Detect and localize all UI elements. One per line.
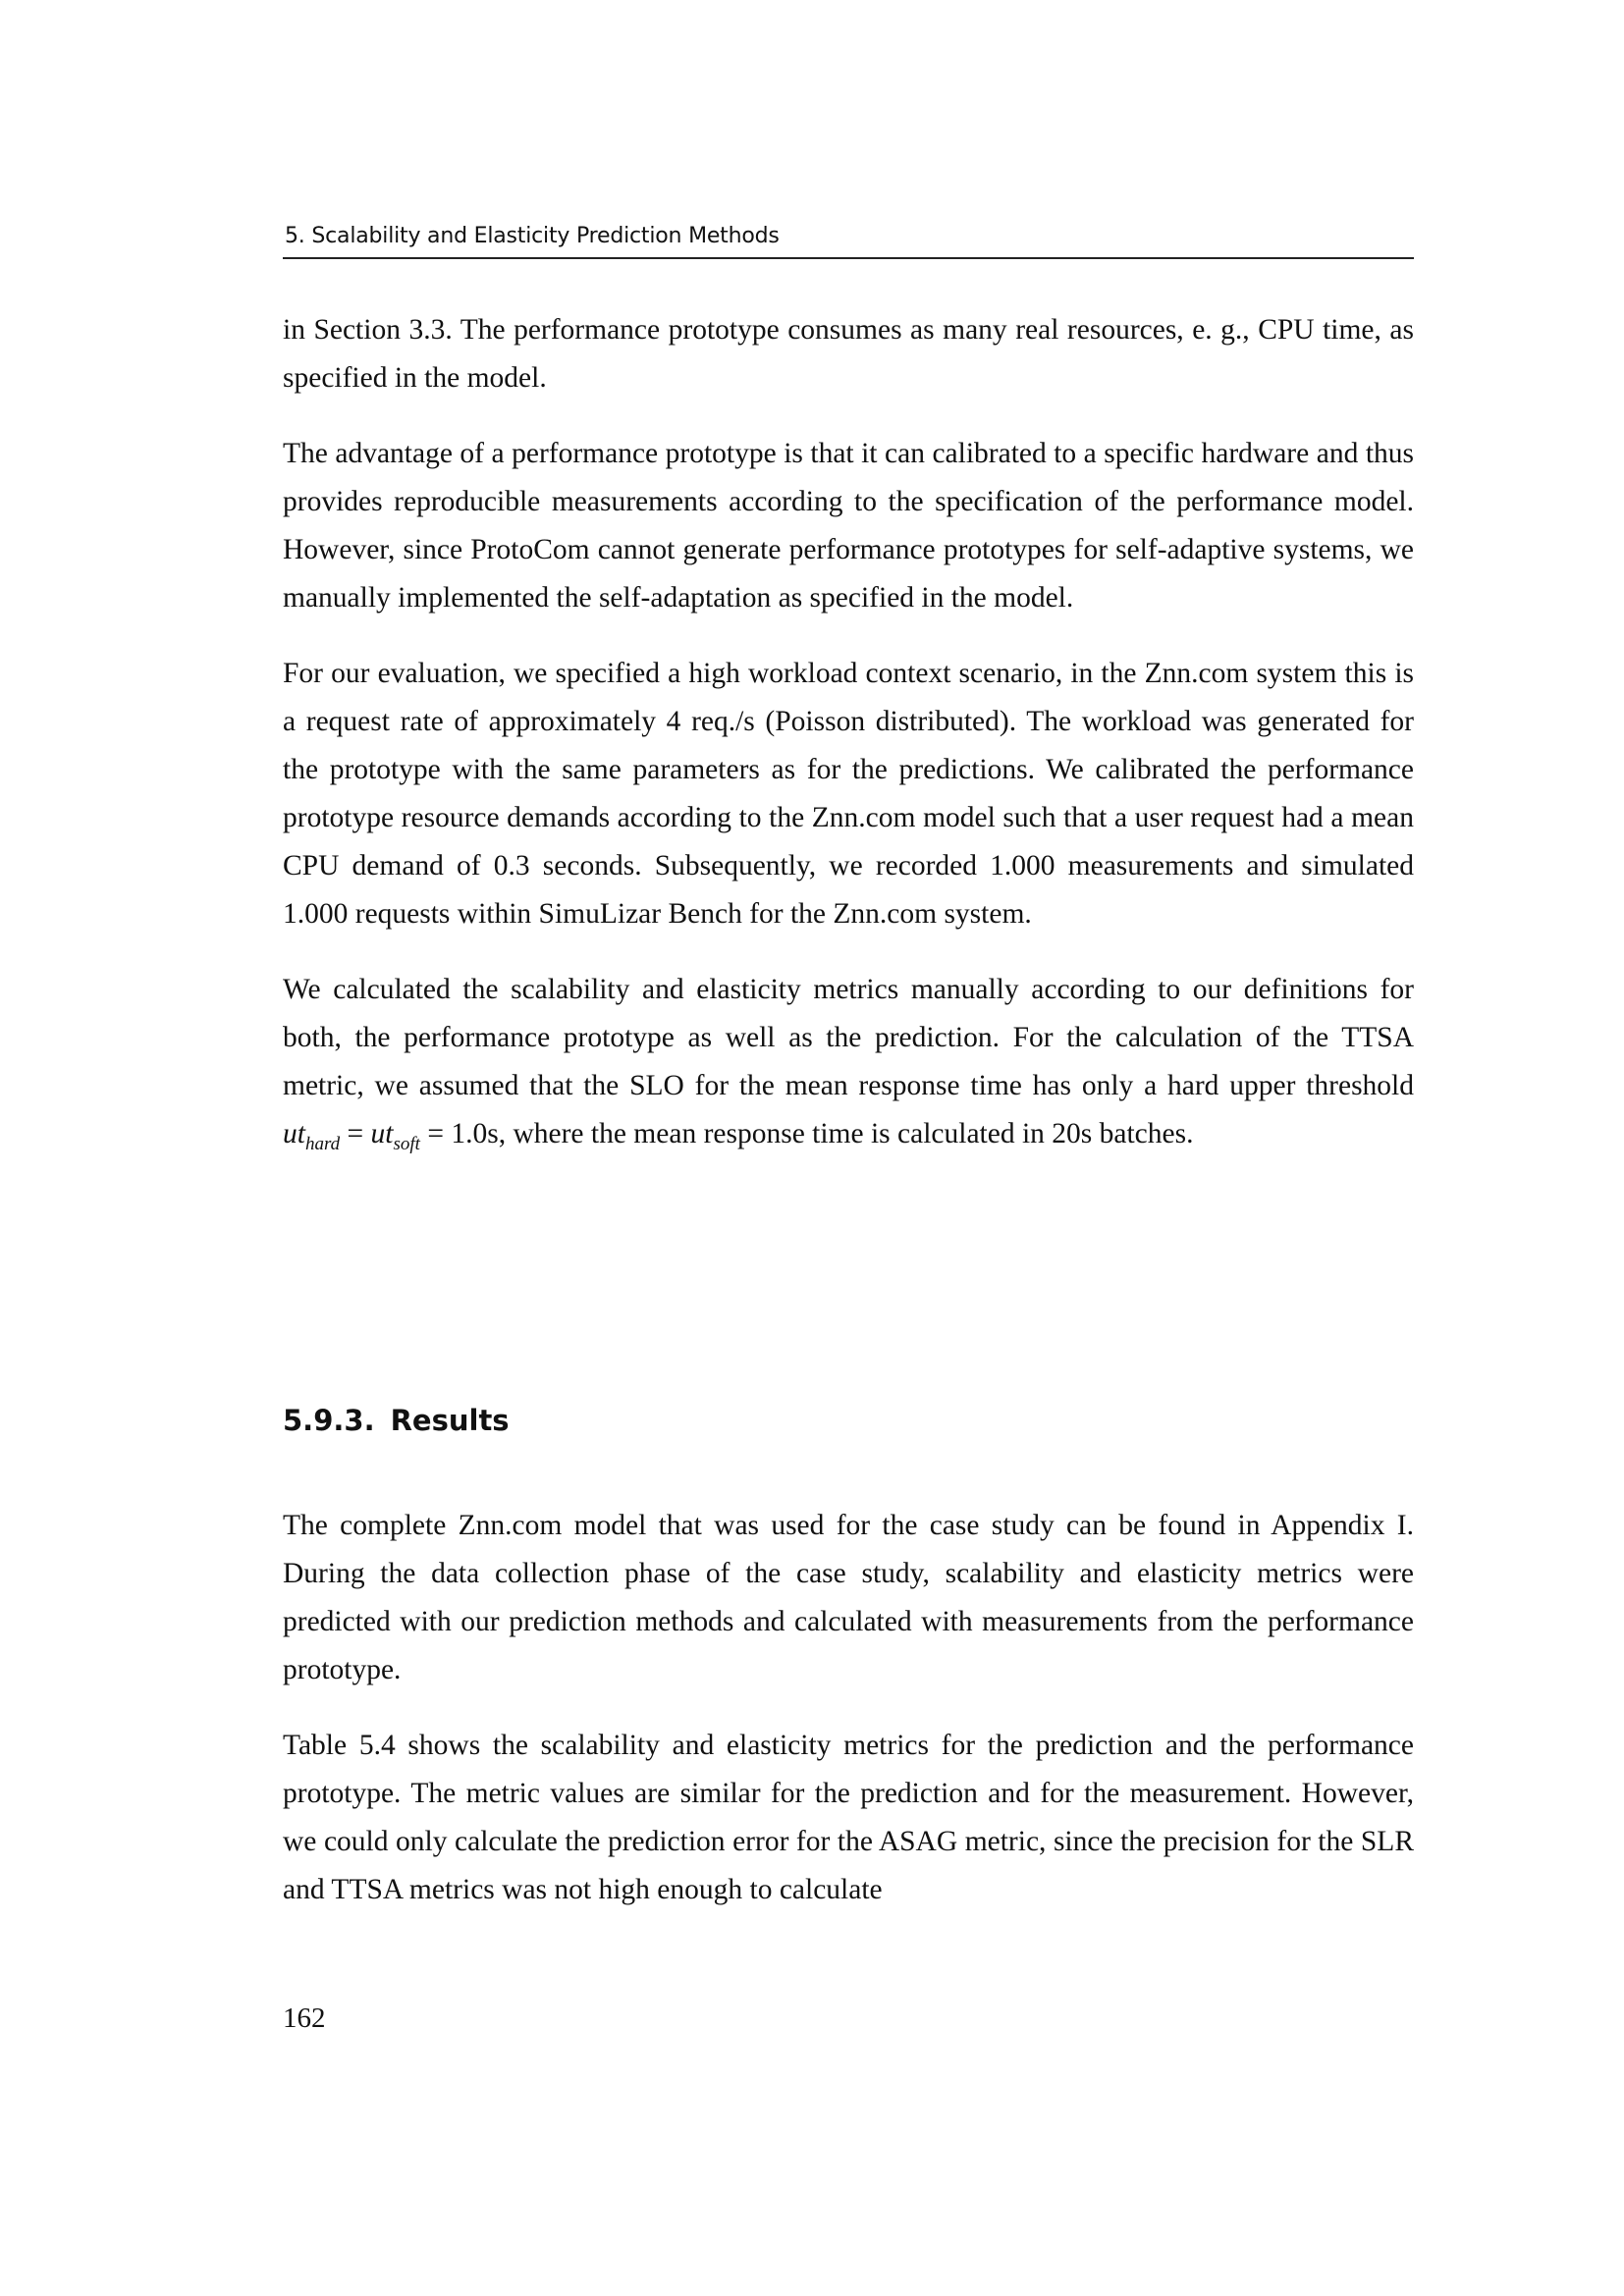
paragraph: The advantage of a performance prototype is that it can calibrated to a specific hardware and thus provides reproducible measurements according to the specification of the performance model. However, since ProtoCom cannot generate performance prototypes for self-adaptive systems, we manually implemented the self-adaptation as specified in the model. <box>283 438 1414 614</box>
paragraph: in Section 3.3. The performance prototype consumes as many real resources, e. g., CPU time, as specified in the model. <box>283 314 1414 394</box>
math-threshold-value: 1.0s <box>451 1118 499 1149</box>
math-ut-soft: $ut_{soft}$ <box>370 1118 420 1154</box>
section-title: Results <box>390 1404 510 1437</box>
paragraph: The complete Znn.com model that was used for the case study can be found in Appendix I. During the data collection phase of the case study, scalability and elasticity metrics were predicted with our prediction methods and calculated with measurements from the performance prototype. <box>283 1510 1414 1685</box>
running-header <box>283 222 1414 259</box>
running-header-title: 5. Scalability and Elasticity Prediction Methods <box>285 224 780 248</box>
paragraph-metrics: We calculated the scalability and elasticity metrics manually according to our definitions for both, the performance prototype as well as the prediction. For the calculation of the TTSA metric, we assumed that the SLO for the mean response time has only a hard upper threshold $ut_{hard} = ut_{soft} = 1.0s$, where the mean response time is calculated in 20s batches. <box>283 974 1414 1154</box>
section-number: 5.9.3. <box>283 1404 375 1437</box>
math-ut-hard: $ut_{hard}$ <box>283 1118 341 1154</box>
body-text-top <box>283 306 1414 1196</box>
paragraph: For our evaluation, we specified a high workload context scenario, in the Znn.com system this is a request rate of approximately 4 req./s (Poisson distributed). The workload was generated for the prototype with the same parameters as for the predictions. We calibrated the performance prototype resource demands according to the Znn.com model such that a user request had a mean CPU demand of 0.3 seconds. Subsequently, we recorded 1.000 measurements and simulated 1.000 requests within SimuLizar Bench for the Znn.com system. <box>283 658 1414 930</box>
paragraph: Table 5.4 shows the scalability and elasticity metrics for the prediction and the performance prototype. The metric values are similar for the prediction and for the measurement. However, we could only calculate the prediction error for the ASAG metric, since the precision for the SLR and TTSA metrics was not high enough to calculate <box>283 1730 1414 1905</box>
section-heading <box>283 1404 510 1437</box>
page-number: 162 <box>283 2002 326 2034</box>
body-text-bottom <box>283 1502 1414 1942</box>
